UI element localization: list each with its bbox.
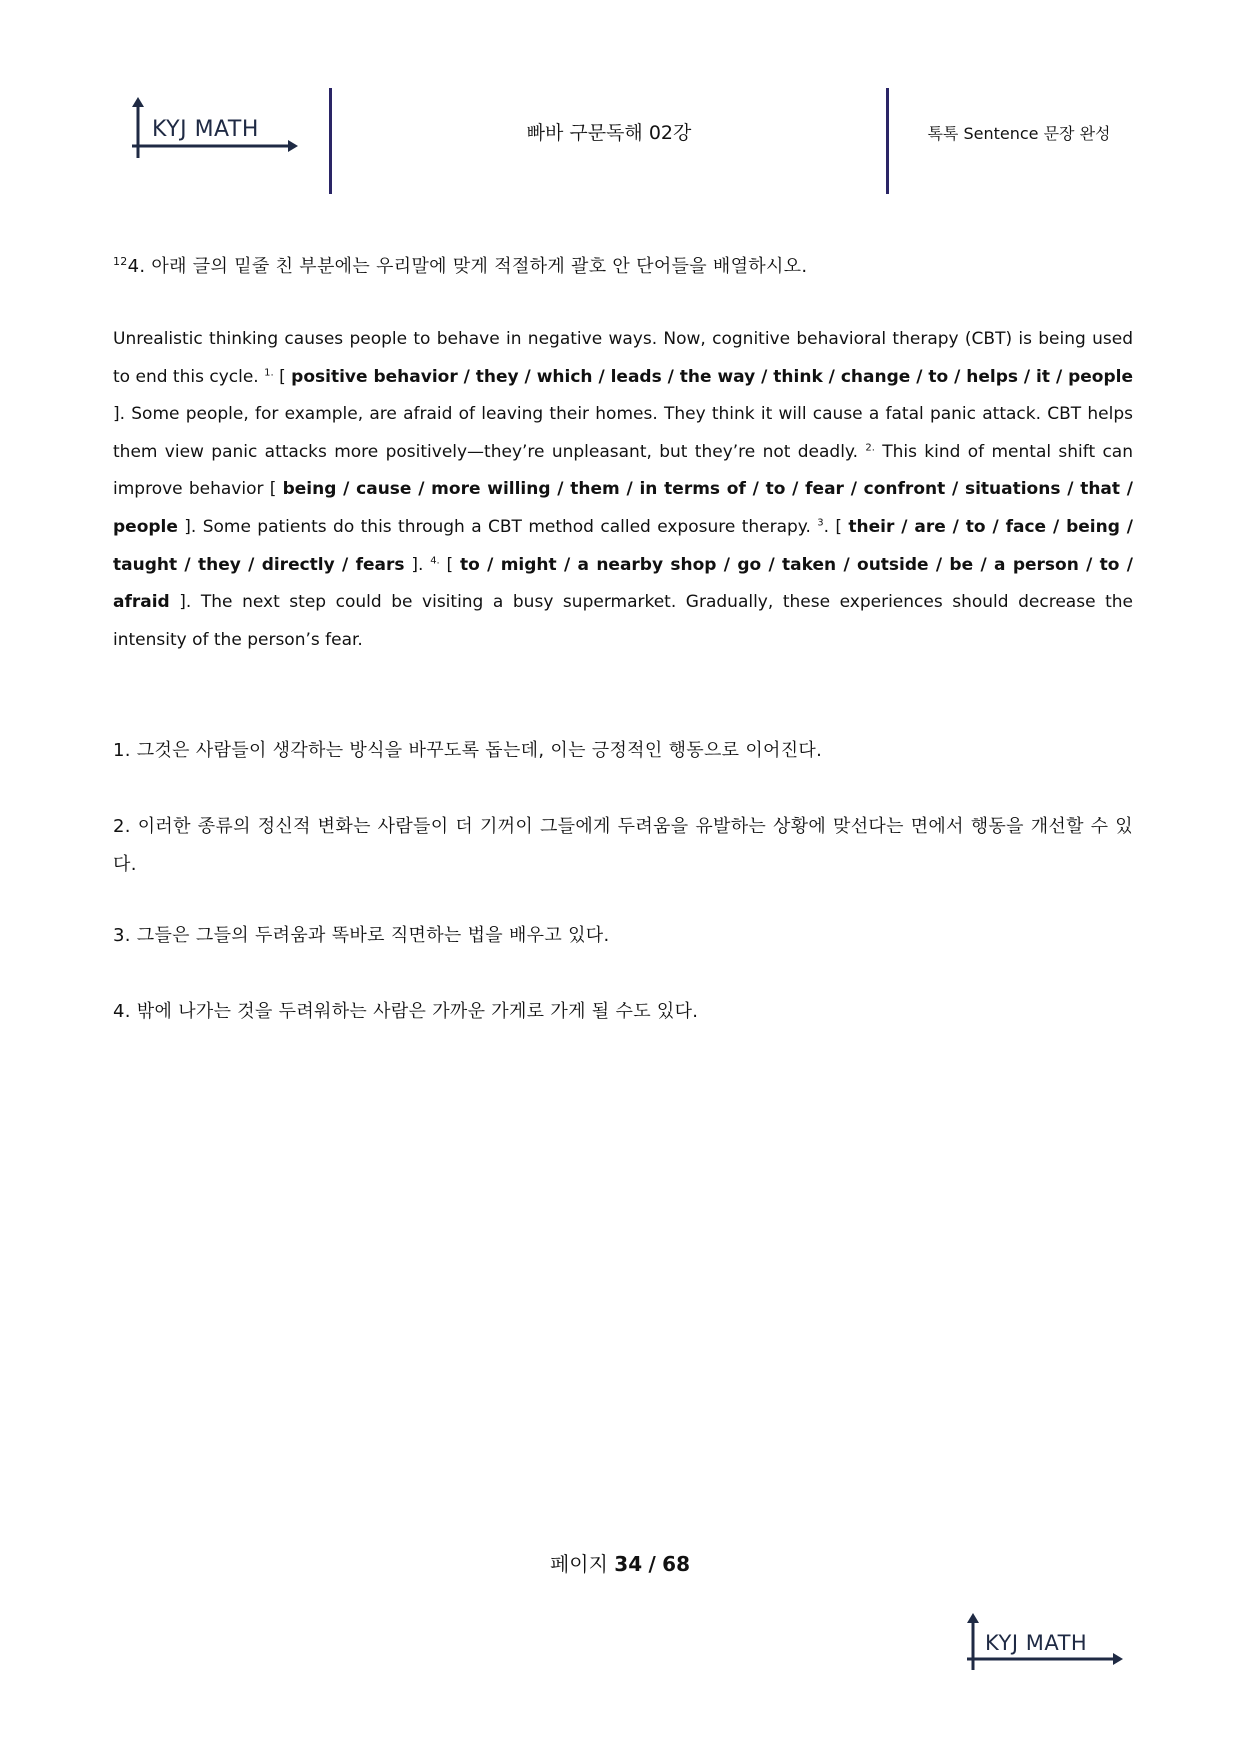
- passage-text: ].: [404, 554, 431, 575]
- section-subtitle: 톡톡 Sentence 문장 완성: [927, 124, 1111, 143]
- footnote-marker: 12: [113, 255, 128, 268]
- bracket-open: [: [273, 366, 292, 387]
- scrambled-words-3: their / are / to / face / being / taught / they / directly / fears: [113, 516, 1134, 575]
- question-prompt: [113, 252, 1133, 278]
- kyj-math-footer-logo: [965, 1612, 1125, 1676]
- passage-text: Unrealistic thinking causes people to behave in negative ways. Now, cognitive behavioral therapy (CBT) is being used to end this cycle.: [113, 329, 1133, 387]
- page-number: [0, 1548, 1240, 1577]
- logo-text: KYJ MATH: [152, 117, 259, 142]
- page-total: 68: [662, 1552, 691, 1576]
- question-text: 4. 아래 글의 밑줄 친 부분에는 우리말에 맞게 적절하게 괄호 안 단어들을 배열하시오.: [127, 256, 808, 277]
- passage-text: ]. Some patients do this through a CBT method called exposure therapy.: [177, 516, 818, 537]
- lesson-title: 빠바 구문독해 02강: [526, 122, 692, 144]
- sentence-marker-2: 2.: [865, 442, 875, 454]
- reading-passage: [113, 321, 1133, 659]
- page-current: 34: [614, 1552, 643, 1576]
- logo-text: KYJ MATH: [985, 1631, 1088, 1655]
- page-label: 페이지: [549, 1552, 608, 1576]
- passage-text: [: [439, 554, 461, 575]
- bracket-close: ].: [113, 404, 132, 425]
- scrambled-words-1: positive behavior / they / which / leads / the way / think / change / to / helps / it / people: [291, 366, 1133, 387]
- sentence-marker-1: 1.: [264, 366, 274, 378]
- passage-text: ]. The next step could be visiting a busy supermarket. Gradually, these experiences should decrease the intensity of the person’s fear.: [113, 592, 1133, 650]
- passage-text: . [: [823, 516, 849, 537]
- kyj-math-logo: [130, 96, 300, 164]
- passage-text: This kind of mental shift can improve behavior [: [113, 441, 1134, 500]
- sentence-marker-3: 3: [817, 517, 824, 529]
- translation-2: 2. 이러한 종류의 정신적 변화는 사람들이 더 기꺼이 그들에게 두려움을 유발하는 상황에 맞선다는 면에서 행동을 개선할 수 있다.: [113, 816, 1133, 875]
- translation-4: 4. 밖에 나가는 것을 두려워하는 사람은 가까운 가게로 가게 될 수도 있다.: [113, 1001, 699, 1022]
- passage-text: Some people, for example, are afraid of leaving their homes. They think it will cause a fatal panic attack. CBT helps them view panic attacks more positively—they’re unpleasant, but they’re not deadly.: [113, 404, 1133, 462]
- translation-3: 3. 그들은 그들의 두려움과 똑바로 직면하는 법을 배우고 있다.: [113, 925, 610, 946]
- translation-1: 1. 그것은 사람들이 생각하는 방식을 바꾸도록 돕는데, 이는 긍정적인 행동으로 이어진다.: [113, 740, 823, 761]
- sentence-marker-4: 4.: [430, 554, 440, 566]
- scrambled-words-4: to / might / a nearby shop / go / taken / outside / be / a person / to / afraid: [113, 554, 1134, 613]
- page-separator: /: [648, 1552, 656, 1576]
- scrambled-words-2: being / cause / more willing / them / in terms of / to / fear / confront / situations / that / people: [113, 479, 1133, 537]
